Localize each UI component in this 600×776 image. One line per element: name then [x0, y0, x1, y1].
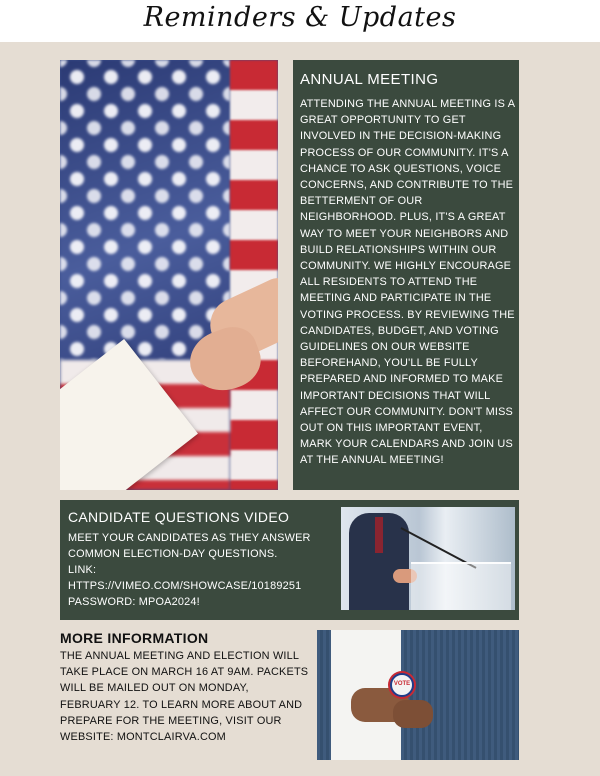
- more-information-body: THE ANNUAL MEETING AND ELECTION WILL TAKE PLACE ON MARCH 16 AT 9AM. PACKETS WILL BE MAILED OUT ON MONDAY, FEBRUARY 12. TO LEARN MORE ABOUT AND PREPARE FOR THE MEETING, VISIT OUR WEBSITE: MONTCLAIRVA.COM: [60, 650, 309, 744]
- hand: [393, 700, 433, 728]
- page-header: [0, 0, 600, 42]
- speaker-podium-photo: [341, 507, 515, 610]
- candidate-video-body: [68, 530, 330, 610]
- vote-pin-text: VOTE: [393, 681, 411, 687]
- vote-pin-icon: [390, 673, 414, 697]
- flag-stars: [60, 60, 230, 360]
- flag-stripes: [230, 60, 278, 490]
- candidate-video-title: CANDIDATE QUESTIONS VIDEO: [68, 509, 290, 525]
- vote-badge-photo: [317, 630, 519, 760]
- glass-podium: [411, 562, 511, 610]
- speaker-tie: [375, 517, 383, 553]
- candidate-video-password: PASSWORD: MPOA2024!: [68, 596, 200, 608]
- annual-meeting-title: ANNUAL MEETING: [300, 71, 439, 88]
- page-title: Reminders & Updates: [143, 2, 457, 33]
- ballot-flag-photo: [60, 60, 278, 490]
- candidate-video-link[interactable]: HTTPS://VIMEO.COM/SHOWCASE/10189251: [68, 580, 302, 592]
- candidate-video-link-label: LINK:: [68, 564, 97, 576]
- more-information-title: MORE INFORMATION: [60, 630, 209, 646]
- annual-meeting-body: ATTENDING THE ANNUAL MEETING IS A GREAT OPPORTUNITY TO GET INVOLVED IN THE DECISION-MAKING PROCESS OF OUR COMMUNITY. IT'S A CHANCE TO ASK QUESTIONS, VOICE CONCERNS, AND CONTRIBUTE TO THE BETTERMENT OF OUR NEIGHBORHOOD. PLUS, IT'S A GREAT WAY TO MEET YOUR NEIGHBORS AND BUILD RELATIONSHIPS WITHIN OUR COMMUNITY. WE HIGHLY ENCOURAGE ALL RESIDENTS TO ATTEND THE MEETING AND PARTICIPATE IN THE VOTING PROCESS. BY REVIEWING THE CANDIDATES, BUDGET, AND VOTING GUIDELINES ON OUR WEBSITE BEFOREHAND, YOU'LL BE FULLY PREPARED AND INFORMED TO MAKE IMPORTANT DECISIONS THAT WILL AFFECT OUR COMMUNITY. DON'T MISS OUT ON THIS IMPORTANT EVENT, MARK YOUR CALENDARS AND JOIN US AT THE ANNUAL MEETING!: [300, 98, 515, 467]
- candidate-video-intro: MEET YOUR CANDIDATES AS THEY ANSWER COMMON ELECTION-DAY QUESTIONS.: [68, 532, 311, 560]
- annual-meeting-panel: [293, 60, 519, 490]
